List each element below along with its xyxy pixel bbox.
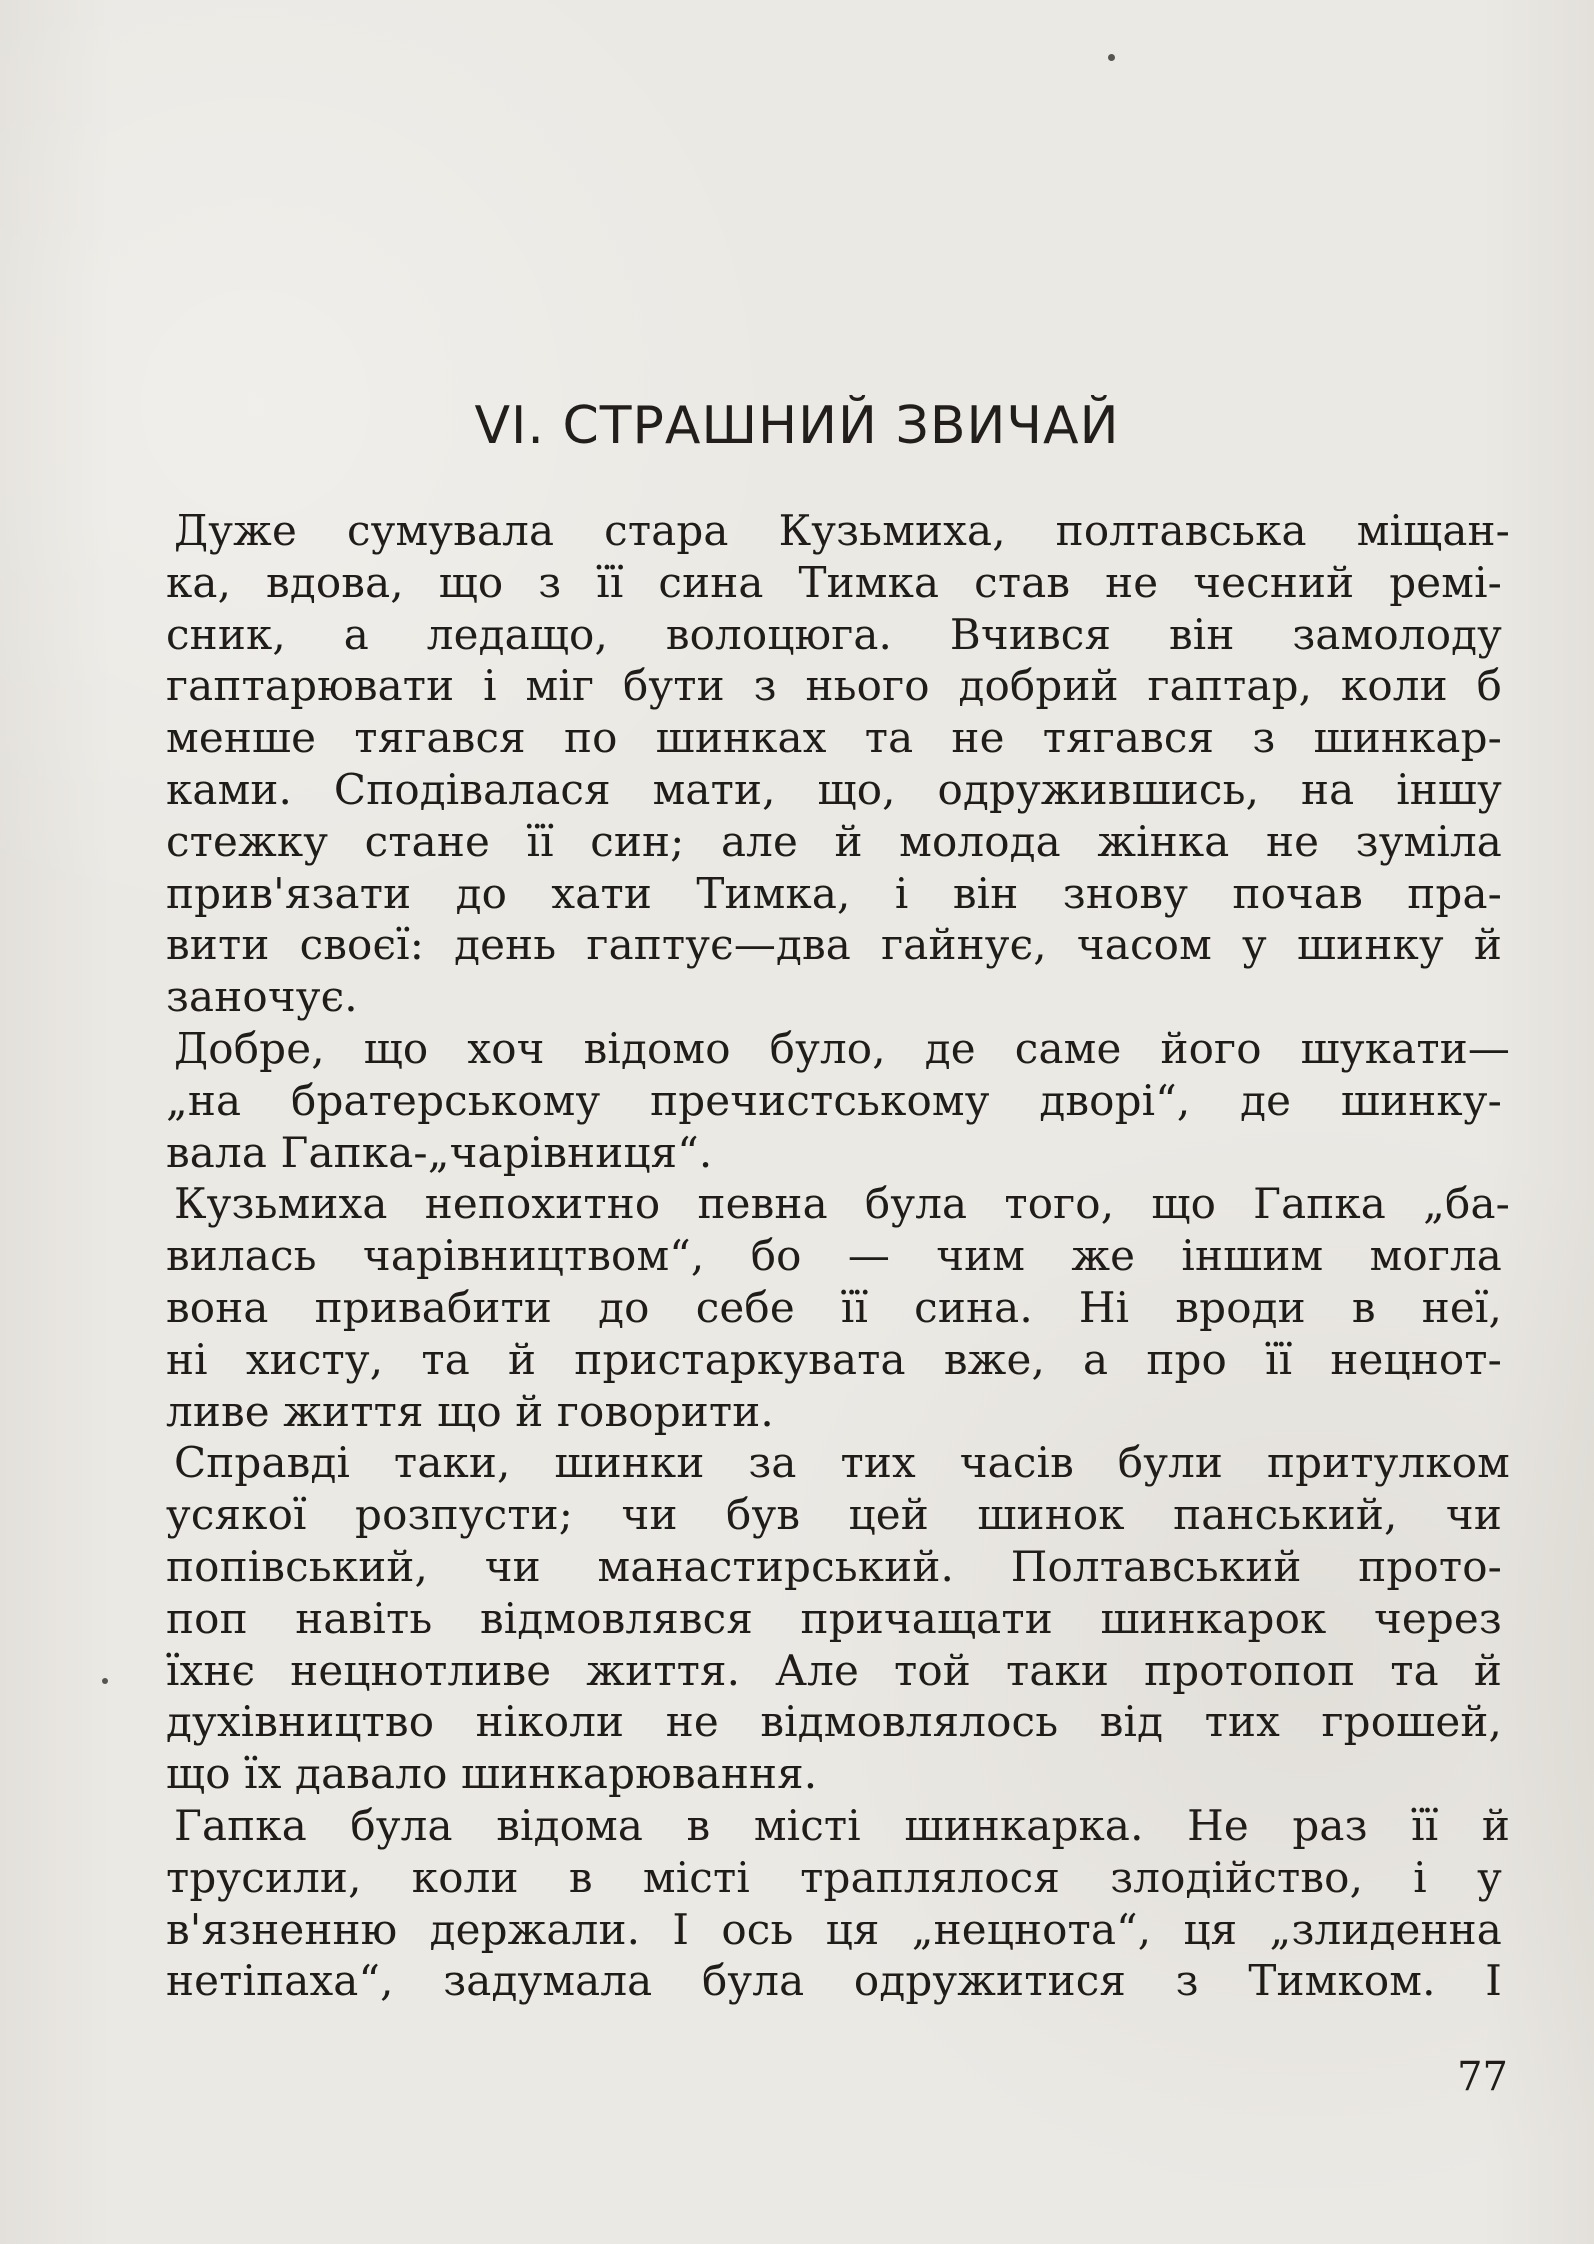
text-line: духівництво ніколи не відмовлялось від тих грошей,: [166, 1697, 1502, 1747]
text-line: поп навіть відмовлявся причащати шинкарок через: [166, 1593, 1502, 1643]
text-line: їхнє нецнотливе життя. Але той таки протопоп та й: [166, 1645, 1502, 1695]
text-line: Дуже сумувала стара Кузьмиха, полтавська міщан-: [174, 506, 1510, 555]
text-line: що їх давало шинкарювання.: [166, 1749, 818, 1799]
text-line: ками. Сподівалася мати, що, одружившись, на іншу: [166, 764, 1502, 814]
text-line: заночує.: [166, 972, 358, 1022]
text-line: гаптарювати і міг бути з нього добрий гаптар, коли б: [166, 661, 1502, 711]
text-line: вилась чарівництвом“, бо — чим же іншим могла: [166, 1231, 1502, 1281]
text-line: попівський, чи манастирський. Полтавський прото-: [166, 1541, 1502, 1591]
text-line: вити своєї: день гаптує—два гайнує, часом у шинку й: [166, 920, 1502, 970]
text-line: стежку стане її син; але й молода жінка не зуміла: [166, 816, 1502, 866]
text-line: вона привабити до себе її сина. Ні вроди в неї,: [166, 1282, 1502, 1332]
text-line: Справді таки, шинки за тих часів були притулком: [174, 1438, 1510, 1488]
text-line: в'язненню держали. І ось ця „нецнота“, ця „злиденна: [166, 1904, 1502, 1954]
text-line: прив'язати до хати Тимка, і він знову почав пра-: [166, 868, 1502, 918]
text-line: Гапка була відома в місті шинкарка. Не раз її й: [174, 1800, 1510, 1850]
page-number: 77: [1457, 2054, 1508, 2100]
text-line: Кузьмиха непохитно певна була того, що Гапка „ба-: [174, 1179, 1510, 1229]
text-line: Добре, що хоч відомо було, де саме його шукати—: [174, 1023, 1510, 1073]
paper-speck: [1108, 54, 1115, 61]
text-line: нетіпаха“, задумала була одружитися з Тимком. І: [166, 1956, 1502, 2006]
text-line: ливе життя що й говорити.: [166, 1386, 774, 1436]
text-line: трусили, коли в місті траплялося злодійство, і у: [166, 1852, 1502, 1902]
text-line: ні хисту, та й пристаркувата вже, а про її нецнот-: [166, 1334, 1502, 1384]
text-line: усякої розпусти; чи був цей шинок панський, чи: [166, 1490, 1502, 1540]
text-line: ка, вдова, що з її сина Тимка став не чесний ремі-: [166, 557, 1502, 607]
text-line: сник, а ледащо, волоцюга. Вчився він замолоду: [166, 609, 1502, 659]
text-line: вала Гапка-„чарівниця“.: [166, 1127, 713, 1177]
text-line: менше тягався по шинках та не тягався з шинкар-: [166, 713, 1502, 763]
chapter-heading: VI. СТРАШНИЙ ЗВИЧАЙ: [474, 396, 1120, 456]
paper-speck: [102, 1678, 108, 1684]
page-body: [166, 505, 1510, 2007]
text-line: „на братерському пречистському дворі“, де шинку-: [166, 1075, 1502, 1125]
